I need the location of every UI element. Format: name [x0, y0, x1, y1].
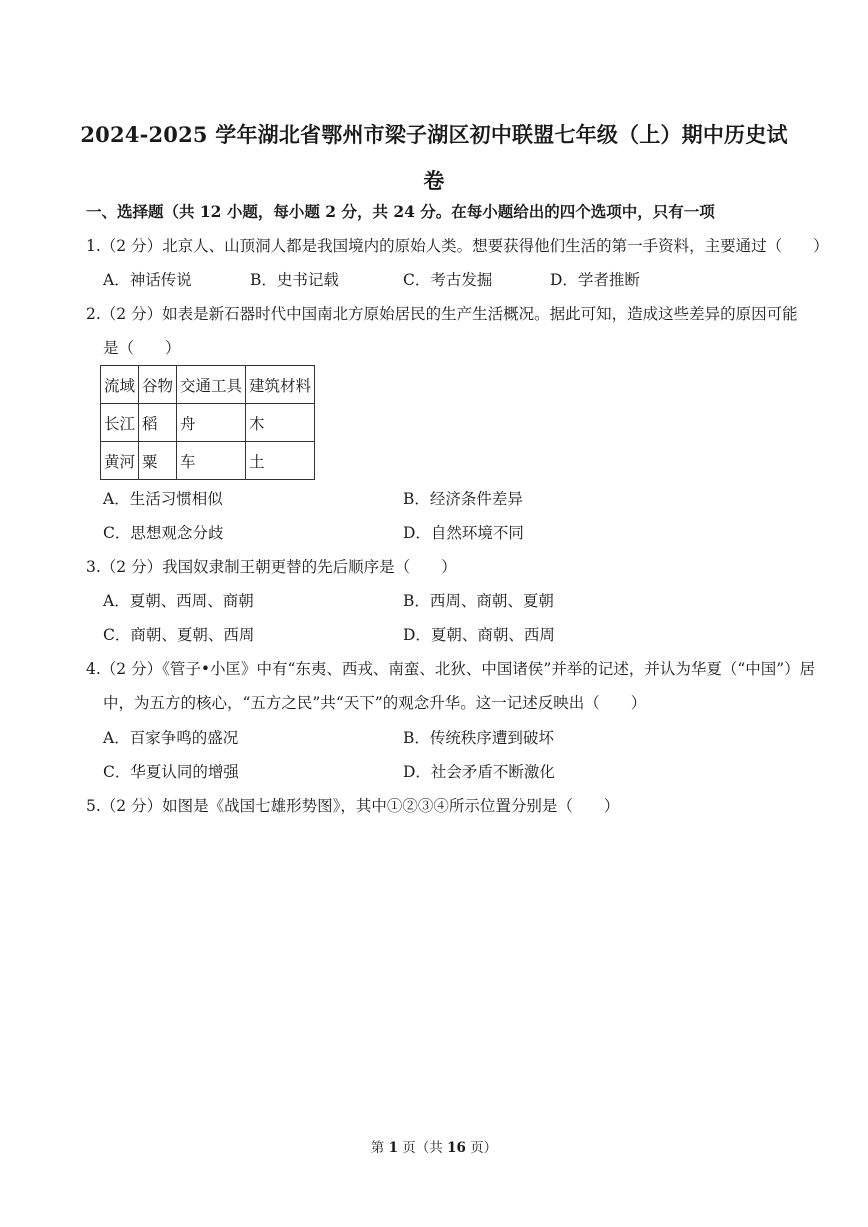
q3-option-a: A．夏朝、西周、商朝	[103, 592, 254, 610]
q1-option-b: B．史书记载	[250, 271, 339, 289]
table-row	[101, 442, 315, 480]
q3-option-b: B．西周、商朝、夏朝	[403, 592, 554, 610]
question-5-text: 5.（2 分）如图是《战国七雄形势图》，其中①②③④所示位置分别是（ ）	[86, 797, 620, 815]
table-row	[101, 404, 315, 442]
question-2-text: 2.（2 分）如表是新石器时代中国南北方原始居民的生产生活概况。据此可知，造成这些差异的原因可能	[86, 305, 798, 323]
table-cell: 舟	[177, 404, 246, 442]
question-2-text-cont: 是（ ）	[103, 339, 181, 357]
comparison-table	[100, 365, 315, 480]
question-3-text: 3.（2 分）我国奴隶制王朝更替的先后顺序是（ ）	[86, 558, 457, 576]
table-cell: 木	[246, 404, 315, 442]
table-cell: 土	[246, 442, 315, 480]
q4-option-d: D．社会矛盾不断激化	[403, 763, 555, 781]
footer-suffix: 页）	[470, 1140, 498, 1156]
title-line-1: 2024-2025 学年湖北省鄂州市梁子湖区初中联盟七年级（上）期中历史试	[80, 122, 788, 147]
section-header: 一、选择题（共 12 小题，每小题 2 分，共 24 分。在每小题给出的四个选项中，只有一项	[86, 202, 715, 221]
q2-option-d: D．自然环境不同	[403, 524, 524, 542]
page-footer	[0, 1136, 868, 1156]
table-header-cell: 交通工具	[177, 366, 246, 404]
q2-option-b: B．经济条件差异	[403, 490, 523, 508]
question-4-text-cont: 中，为五方的核心，“五方之民”共“天下”的观念升华。这一记述反映出（ ）	[103, 694, 647, 712]
table-header-row	[101, 366, 315, 404]
footer-middle: 页（共	[402, 1140, 443, 1156]
q4-option-c: C．华夏认同的增强	[103, 763, 239, 781]
q2-option-c: C．思想观念分歧	[103, 524, 224, 542]
q3-option-d: D．夏朝、商朝、西周	[403, 626, 555, 644]
q4-option-b: B．传统秩序遭到破坏	[403, 729, 554, 747]
exam-title	[60, 112, 808, 204]
question-4-text: 4.（2 分）《管子•小匡》中有“东夷、西戎、南蛮、北狄、中国诸侯”并举的记述，并认为华夏（“中国”）居	[86, 660, 816, 678]
footer-total-pages: 16	[447, 1140, 466, 1156]
table-header-cell: 流域	[101, 366, 139, 404]
q1-option-c: C．考古发掘	[403, 271, 493, 289]
q4-option-a: A．百家争鸣的盛况	[103, 729, 239, 747]
footer-prefix: 第	[370, 1140, 385, 1156]
q2-option-a: A．生活习惯相似	[103, 490, 223, 508]
q1-option-a: A．神话传说	[103, 271, 192, 289]
table-cell: 稻	[139, 404, 177, 442]
table-cell: 粟	[139, 442, 177, 480]
question-1-text: 1.（2 分）北京人、山顶洞人都是我国境内的原始人类。想要获得他们生活的第一手资料，主要通过（ ）	[86, 237, 829, 255]
table-cell: 黄河	[101, 442, 139, 480]
title-line-2: 卷	[423, 168, 445, 193]
table-cell: 车	[177, 442, 246, 480]
q1-option-d: D．学者推断	[550, 271, 640, 289]
footer-page-number: 1	[388, 1140, 398, 1156]
table-cell: 长江	[101, 404, 139, 442]
q3-option-c: C．商朝、夏朝、西周	[103, 626, 255, 644]
table-header-cell: 谷物	[139, 366, 177, 404]
table-header-cell: 建筑材料	[246, 366, 315, 404]
